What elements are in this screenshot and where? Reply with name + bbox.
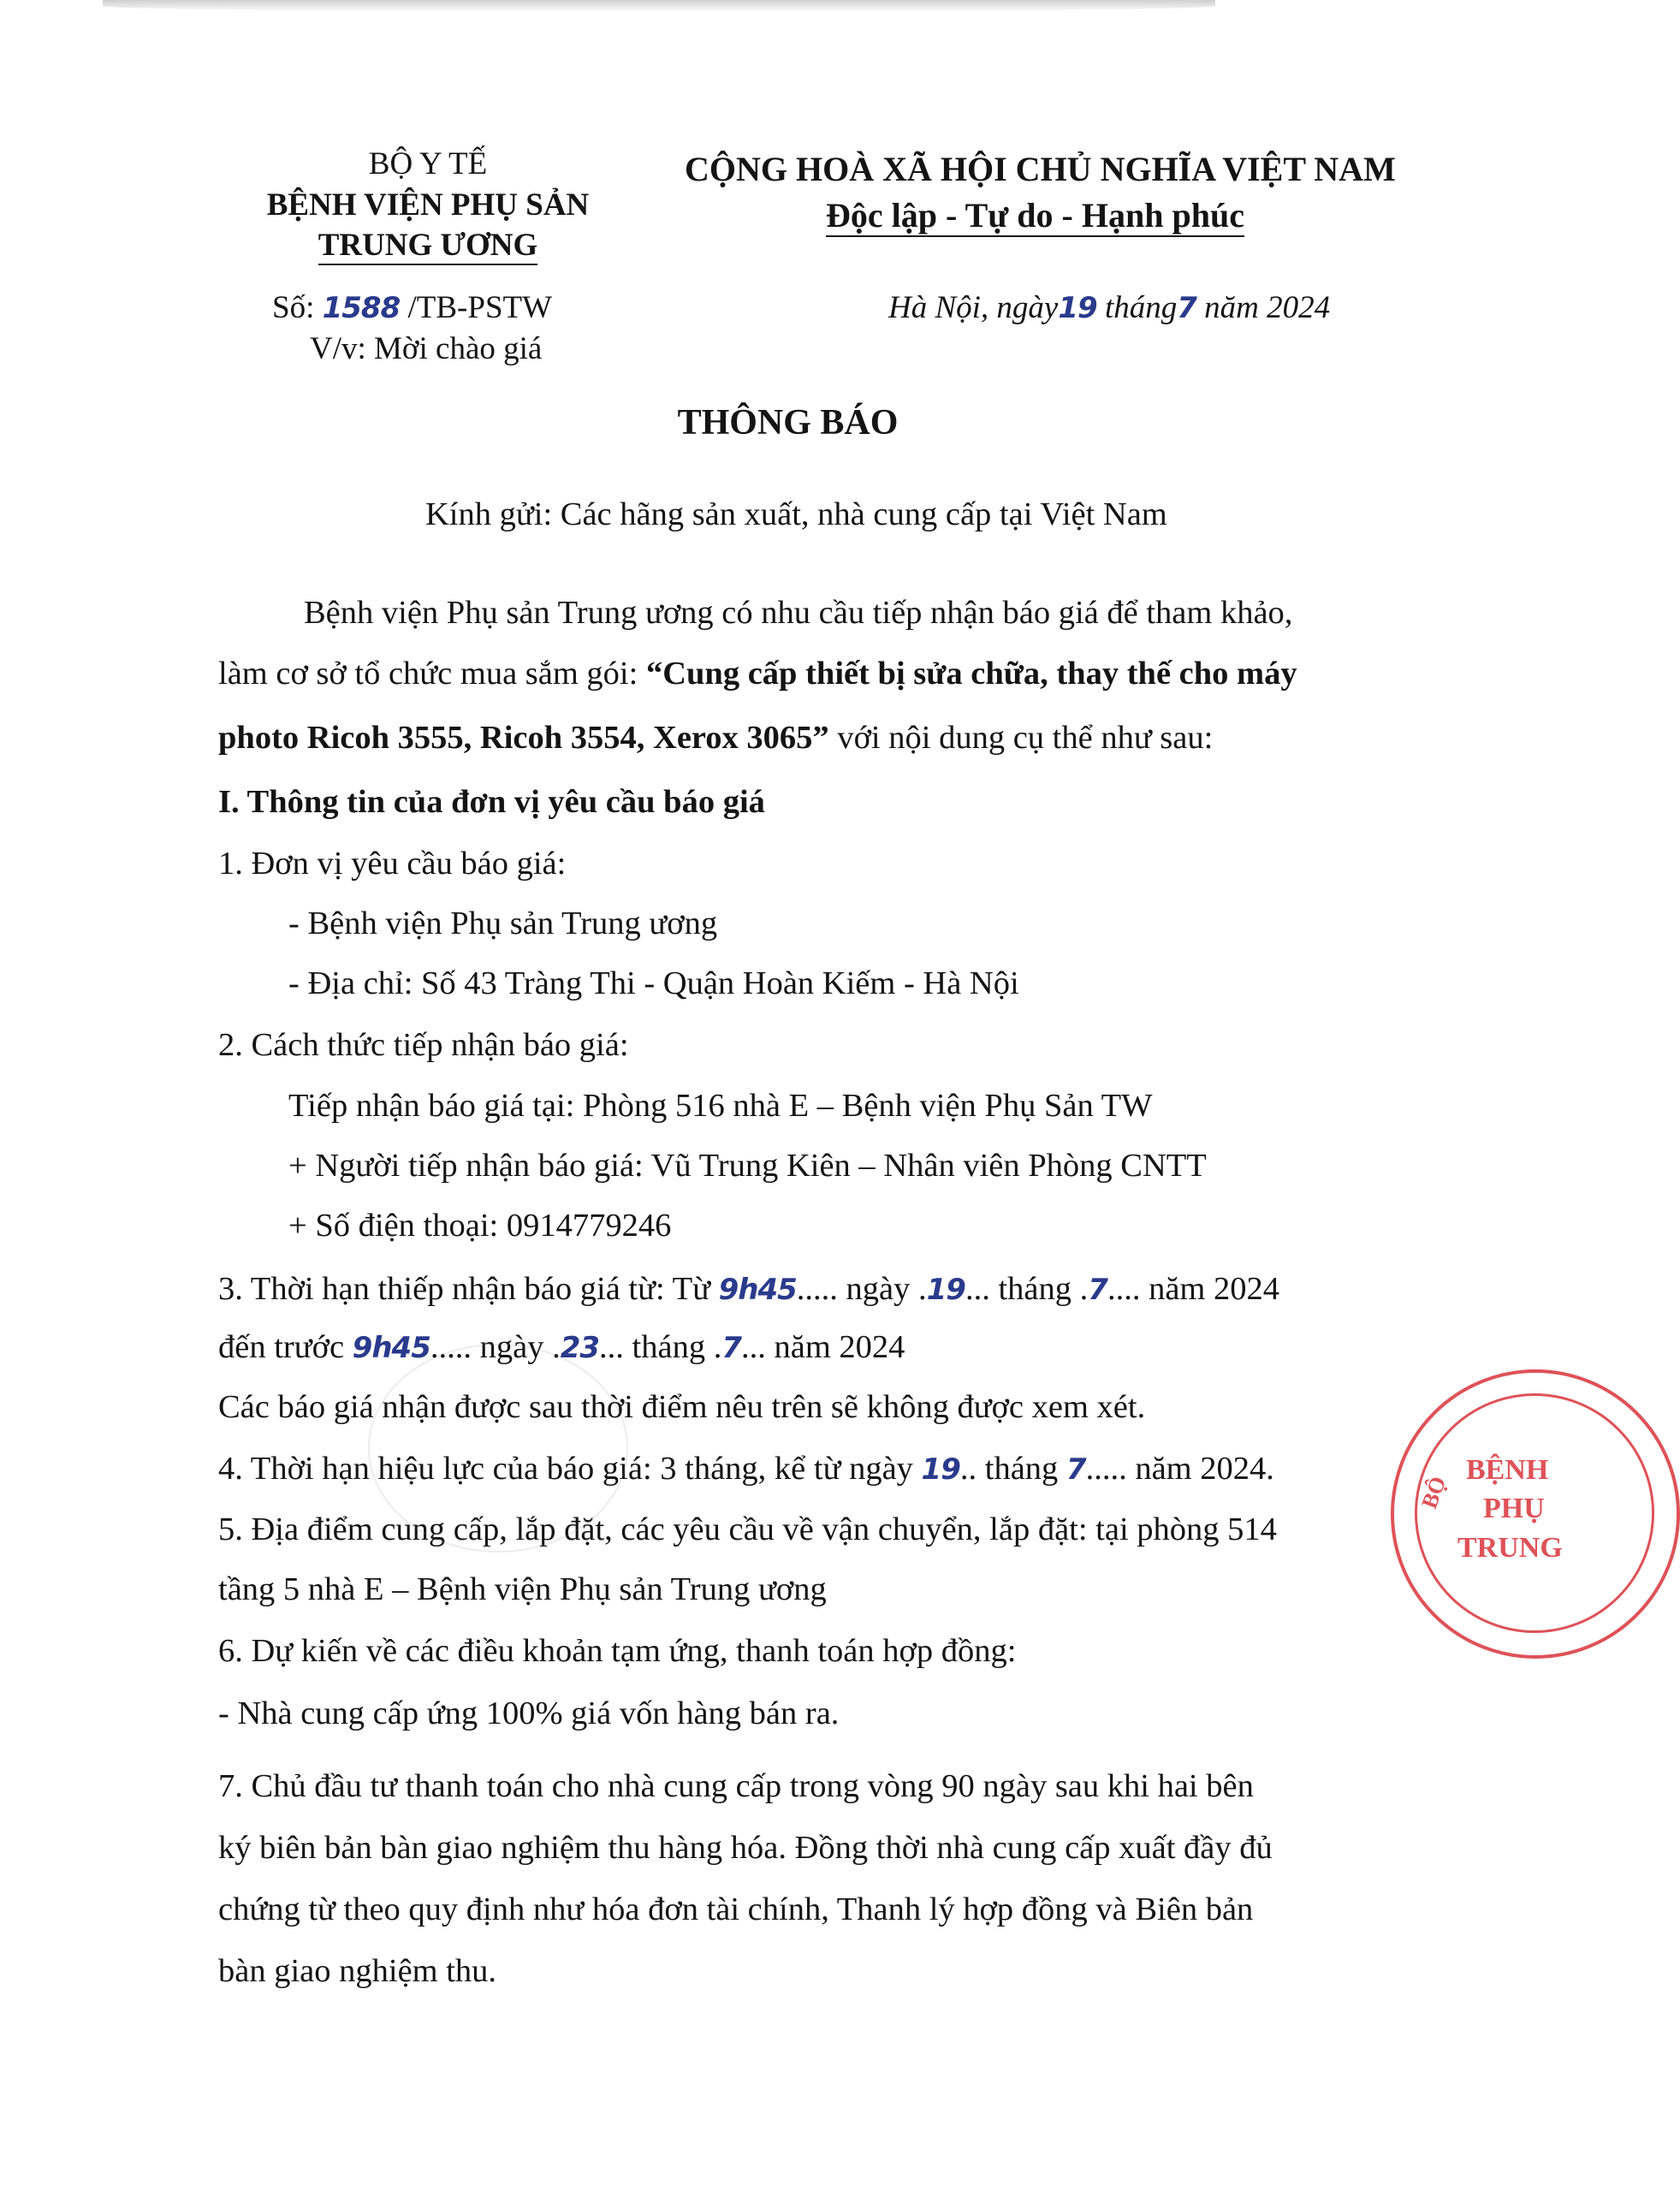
item-1-address: - Địa chỉ: Số 43 Tràng Thi - Quận Hoàn Kiếm - Hà Nội (288, 965, 1019, 1001)
document-number: Số: 1588 /TB-PSTW (272, 290, 553, 325)
item-2-phone: + Số điện thoại: 0914779246 (288, 1208, 672, 1244)
seal-text-line3: TRUNG (1457, 1532, 1563, 1564)
seal-text-line2: PHỤ (1483, 1493, 1545, 1524)
issue-date: Hà Nội, ngày19 tháng7 năm 2024 (888, 290, 1331, 325)
item-7-line-2: ký biên bản bàn giao nghiệm thu hàng hóa. Đồng thời nhà cung cấp xuất đầy đủ (218, 1830, 1273, 1866)
intro-line-3: photo Ricoh 3555, Ricoh 3554, Xerox 3065” với nội dung cụ thể như sau: (218, 720, 1214, 756)
intro-line-2: làm cơ sở tổ chức mua sắm gói: “Cung cấp thiết bị sửa chữa, thay thế cho máy (218, 656, 1297, 692)
item-2-place: Tiếp nhận báo giá tại: Phòng 516 nhà E – Bệnh viện Phụ Sản TW (288, 1088, 1153, 1124)
item-7-line-1: 7. Chủ đầu tư thanh toán cho nhà cung cấp trong vòng 90 ngày sau khi hai bên (218, 1768, 1254, 1804)
scan-edge-shadow (103, 0, 1215, 12)
official-red-seal (1391, 1369, 1680, 1659)
section-1-title: I. Thông tin của đơn vị yêu cầu báo giá (218, 784, 765, 820)
item-7-line-3: chứng từ theo quy định như hóa đơn tài chính, Thanh lý hợp đồng và Biên bản (218, 1891, 1254, 1927)
national-motto: Độc lập - Tự do - Hạnh phúc (826, 195, 1244, 235)
intro-line-1: Bệnh viện Phụ sản Trung ương có nhu cầu tiếp nhận báo giá để tham khảo, (304, 595, 1293, 631)
item-3-note: Các báo giá nhận được sau thời điểm nêu trên sẽ không được xem xét. (218, 1389, 1146, 1425)
nation-name: CỘNG HOÀ XÃ HỘI CHỦ NGHĨA VIỆT NAM (685, 150, 1396, 188)
handwritten-number: 1588 (322, 291, 401, 325)
seal-side-text: BỘ (1416, 1473, 1451, 1512)
handwritten-from-time: 9h45 (718, 1273, 797, 1307)
handwritten-validity-month: 7 (1066, 1452, 1086, 1487)
ministry-name: BỘ Y TẾ (368, 146, 488, 181)
faint-seal-mark (368, 1344, 628, 1553)
item-4: 4. Thời hạn hiệu lực của báo giá: 3 tháng, kể từ ngày 19.. tháng 7..... năm 2024. (218, 1451, 1274, 1487)
hospital-name-line1: BỆNH VIỆN PHỤ SẢN (266, 187, 590, 223)
item-2-title: 2. Cách thức tiếp nhận báo giá: (218, 1027, 629, 1063)
item-5-line-2: tầng 5 nhà E – Bệnh viện Phụ sản Trung ương (218, 1571, 827, 1607)
hospital-name-line2: TRUNG ƯƠNG (231, 227, 625, 264)
document-title: THÔNG BÁO (677, 403, 899, 442)
item-3-to: đến trước 9h45..... ngày .23... tháng .7... năm 2024 (218, 1329, 905, 1365)
item-7-line-4: bàn giao nghiệm thu. (218, 1953, 497, 1989)
handwritten-day: 19 (1058, 291, 1097, 325)
handwritten-to-month: 7 (721, 1331, 741, 1365)
item-5-line-1: 5. Địa điểm cung cấp, lắp đặt, các yêu cầu về vận chuyển, lắp đặt: tại phòng 514 (218, 1511, 1277, 1547)
handwritten-validity-day: 19 (921, 1452, 960, 1487)
handwritten-from-day: 19 (926, 1273, 965, 1307)
item-1-title: 1. Đơn vị yêu cầu báo giá: (218, 846, 567, 882)
handwritten-to-time: 9h45 (352, 1331, 430, 1365)
handwritten-month: 7 (1177, 291, 1196, 325)
seal-text-line1: BỆNH (1466, 1454, 1549, 1486)
item-3-from: 3. Thời hạn thiếp nhận báo giá từ: Từ 9h45..... ngày .19... tháng .7.... năm 2024 (218, 1271, 1279, 1307)
item-1-unit: - Bệnh viện Phụ sản Trung ương (288, 905, 718, 941)
recipient-line: Kính gửi: Các hãng sản xuất, nhà cung cấp tại Việt Nam (425, 496, 1167, 532)
handwritten-to-day: 23 (560, 1331, 600, 1365)
document-subject: V/v: Mời chào giá (310, 331, 543, 366)
handwritten-from-month: 7 (1088, 1273, 1107, 1307)
item-6-title: 6. Dự kiến về các điều khoản tạm ứng, thanh toán hợp đồng: (218, 1633, 1017, 1669)
item-6-line-1: - Nhà cung cấp ứng 100% giá vốn hàng bán ra. (218, 1695, 840, 1731)
item-2-person: + Người tiếp nhận báo giá: Vũ Trung Kiên – Nhân viên Phòng CNTT (288, 1148, 1207, 1184)
